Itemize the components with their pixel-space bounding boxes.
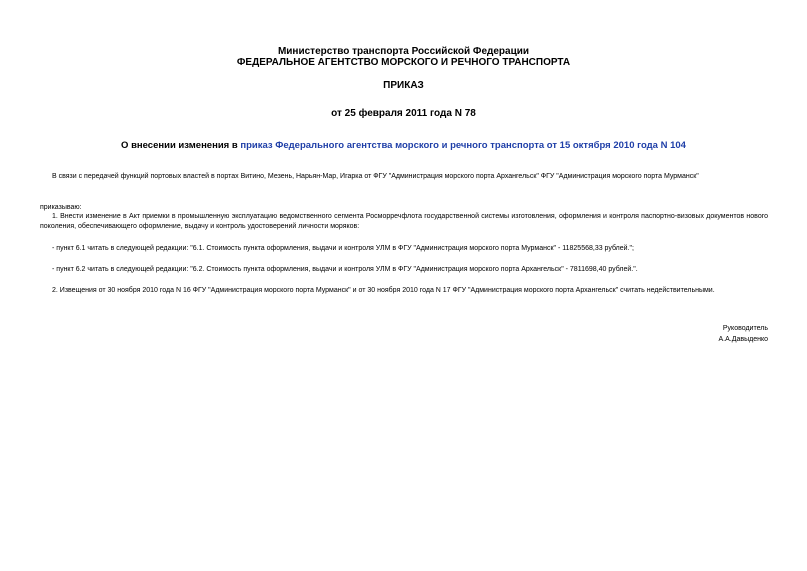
item-2-paragraph: 2. Извещения от 30 ноября 2010 года N 16 ФГУ "Администрация морского порта Мурманск" и от 30 ноября 2010 года N 17 ФГУ "Администрация морского порта Архангельск" считать недействительными. <box>52 287 715 294</box>
ministry-heading: Министерство транспорта Российской Федерации <box>277 46 530 57</box>
signatory-name: А.А.Давыденко <box>718 336 768 343</box>
referenced-order-link[interactable]: приказ Федерального агентства морского и речного транспорта от 15 октября 2010 года N 104 <box>240 140 686 151</box>
doc-type-heading: ПРИКАЗ <box>383 80 424 91</box>
order-word: приказываю: <box>40 204 82 211</box>
agency-heading: ФЕДЕРАЛЬНОЕ АГЕНТСТВО МОРСКОГО И РЕЧНОГО ТРАНСПОРТА <box>236 57 571 68</box>
title-prefix: О внесении изменения в <box>121 140 241 151</box>
document-title <box>0 140 807 151</box>
date-number-heading: от 25 февраля 2011 года N 78 <box>331 108 476 119</box>
sub-item-6-2: - пункт 6.2 читать в следующей редакции: "6.2. Стоимость пункта оформления, выдачи и контроля УЛМ в ФГУ "Администрация морского порта Архангельск" - 7811698,40 рублей.". <box>52 266 638 273</box>
sub-item-6-1: - пункт 6.1 читать в следующей редакции: "6.1. Стоимость пункта оформления, выдачи и контроля УЛМ в ФГУ "Администрация морского порта Мурманск" - 11825568,33 рублей."; <box>52 245 634 252</box>
item-1-paragraph: 1. Внести изменение в Акт приемки в промышленную эксплуатацию ведомственного сегмента Росморречфлота государственной системы изготовления, оформления и контроля паспортно-визовых документов нового поколения, обеспечивающего оформление, выдачу и контроль удостоверений личности моряков: <box>40 213 768 230</box>
intro-paragraph: В связи с передачей функций портовых властей в портах Витино, Мезень, Нарьян-Мар, Игарка от ФГУ "Администрация морского порта Архангельск" ФГУ "Администрация морского порта Мурманск" <box>52 173 699 180</box>
signatory-position: Руководитель <box>722 325 768 332</box>
